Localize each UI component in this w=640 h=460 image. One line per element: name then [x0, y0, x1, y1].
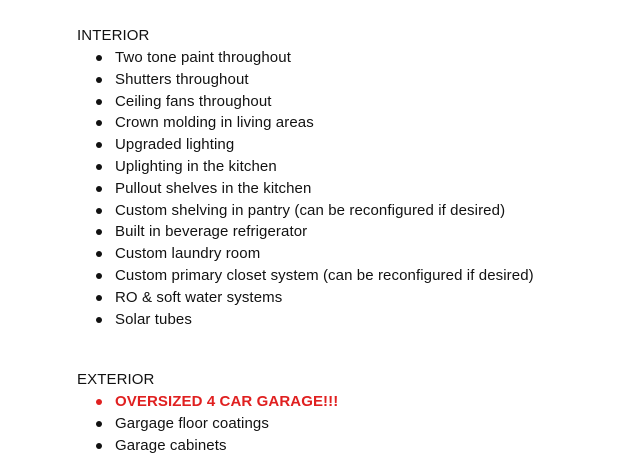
exterior-feature-list [0, 391, 640, 456]
bullet-icon [96, 443, 102, 449]
list-item [0, 91, 640, 113]
list-item [0, 265, 640, 287]
bullet-icon [96, 317, 102, 323]
list-item [0, 413, 640, 435]
list-item-text: Built in beverage refrigerator [115, 223, 308, 241]
list-item-text: Pullout shelves in the kitchen [115, 179, 312, 197]
bullet-icon [96, 99, 102, 105]
list-item [0, 435, 640, 457]
list-item [0, 200, 640, 222]
bullet-icon [96, 142, 102, 148]
list-item-text: Uplighting in the kitchen [115, 157, 277, 175]
bullet-icon [96, 186, 102, 192]
list-item-text: Upgraded lighting [115, 136, 235, 154]
bullet-icon [96, 251, 102, 257]
bullet-icon [96, 55, 102, 61]
list-item [0, 134, 640, 156]
list-item [0, 112, 640, 134]
list-item-text: Custom shelving in pantry (can be reconfigured if desired) [115, 201, 506, 219]
list-item-text: Crown molding in living areas [115, 114, 314, 132]
list-item-text: Two tone paint throughout [115, 49, 291, 66]
bullet-icon [96, 273, 102, 279]
list-item [0, 69, 640, 91]
interior-heading: INTERIOR [77, 27, 150, 44]
list-item [0, 287, 640, 309]
list-item [0, 391, 640, 413]
list-item-text: Ceiling fans throughout [115, 92, 272, 110]
bullet-icon [96, 120, 102, 126]
list-item-text: Solar tubes [115, 310, 192, 328]
list-item [0, 156, 640, 178]
bullet-icon [96, 229, 102, 235]
exterior-heading: EXTERIOR [77, 371, 155, 388]
list-item [0, 243, 640, 265]
list-item-text: Custom laundry room [115, 245, 261, 263]
list-item [0, 178, 640, 200]
list-item-text: OVERSIZED 4 CAR GARAGE!!! [115, 393, 339, 410]
bullet-icon [96, 421, 102, 427]
list-item-text: Shutters throughout [115, 70, 249, 88]
interior-feature-list [0, 47, 640, 330]
bullet-icon [96, 208, 102, 214]
list-item-text: Gargage floor coatings [115, 414, 269, 432]
bullet-icon [96, 399, 102, 405]
list-item-text: Garage cabinets [115, 436, 227, 454]
bullet-icon [96, 295, 102, 301]
list-item-text: Custom primary closet system (can be reconfigured if desired) [115, 266, 534, 284]
list-item [0, 47, 640, 69]
list-item [0, 221, 640, 243]
bullet-icon [96, 77, 102, 83]
list-item-text: RO & soft water systems [115, 288, 283, 306]
list-item [0, 309, 640, 331]
bullet-icon [96, 164, 102, 170]
